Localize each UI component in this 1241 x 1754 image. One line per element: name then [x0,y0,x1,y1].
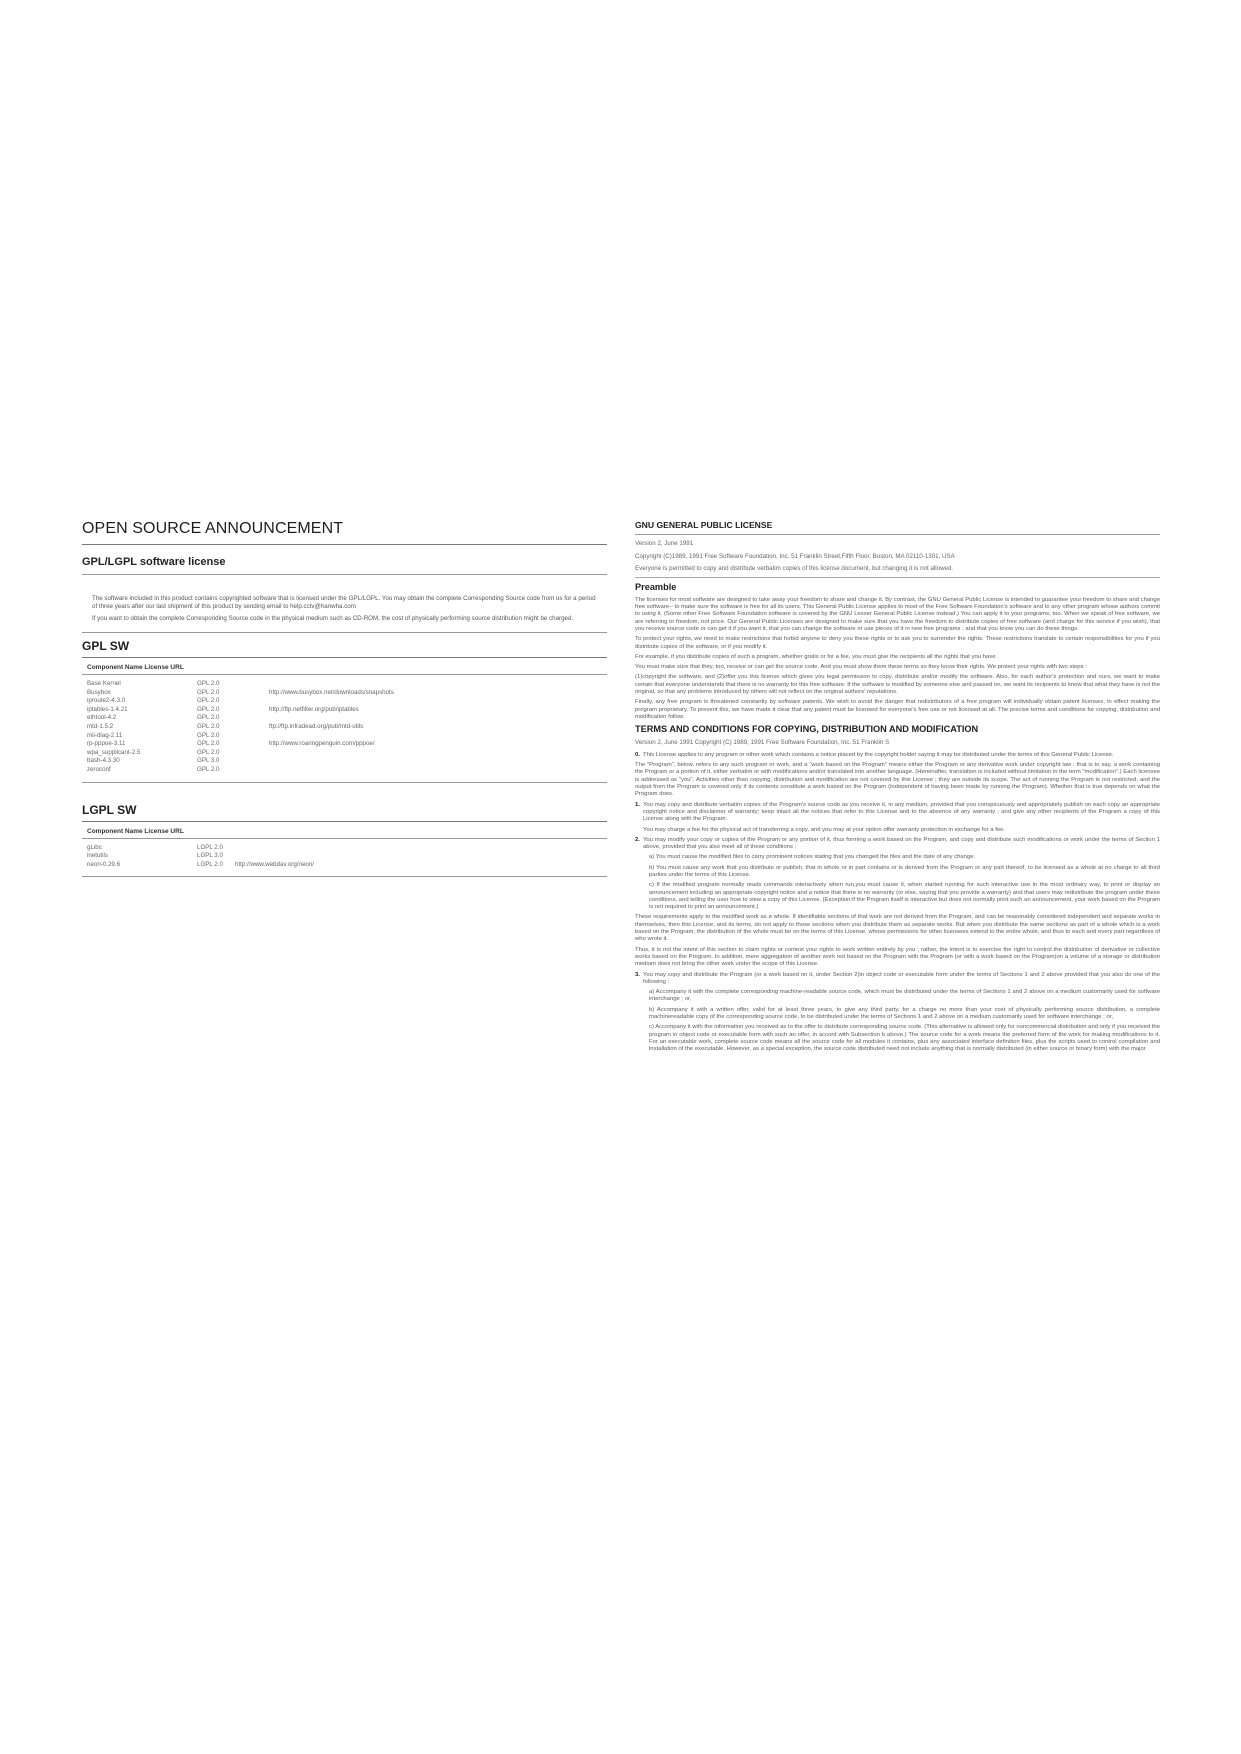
preamble-paragraph: You must make sure that they, too, receive or can get the source code. And you must show them these terms so they know their rights. We protect your rights with two steps : [635,664,1087,671]
license-copyright: Copyright (C)1989, 1991 Free Software Foundation, Inc. 51 Franklin Street,Fifth Floor, Boston, MA 02110-1301, USA [635,552,955,560]
requirements-paragraph: These requirements apply to the modified work as a whole. If identifiable sections of that work are not derived from the Program, and can be reasonably considered independent and separate works in themselves, then this License, and its terms, do not apply to those sections when you distribute them as separate works. But when you distribute the same sections as part of a whole which is a work based on the Program, the distribution of the whole must be on the terms of this License, whose permissions for other licensees extend to the entire whole, and thus to each and every part regardless of who wrote it. [635,914,1160,943]
license-name: GPL 3.0 [197,757,220,765]
table-row [87,749,607,758]
license-subtitle: GPL/LGPL software license [82,545,607,575]
clause-2-c: c) If the modified program normally reads commands interactively when run,you must cause it, when started running for such interactive use in the most ordinary way, to print or display an announcement including an appropriate copyright notice and a notice that there is no warranty (or else, saying that you provide a warranty) and that users may redistribute the program under these conditions, and telling the user how to view a copy of this License. (Exception:if the Program itself is interactive but does not normally print such an announcement, your work based on the Program is not required to print an announcement.) [649,882,1160,911]
lgpl-section-title: LGPL SW [82,803,607,822]
component-name: rp-pppoe-3.11 [87,740,126,748]
clause-text: You may copy and distribute the Program (or a work based on it, under Section 2)in object code or executable form under the terms of Sections 1 and 2 above provided that you also do one of the following : [643,971,1160,985]
clause-2 [635,837,1160,852]
terms-version: Version 2, June 1991 Copyright (C) 1989, 1991 Free Software Foundation, Inc. 51 Franklin S [635,739,890,747]
preamble-paragraph: For example, if you distribute copies of such a program, whether gratis or for a fee, you must give the recipients all the rights that you have. [635,653,998,660]
gpl-section-title: GPL SW [82,639,607,658]
divider [82,876,607,877]
preamble-paragraph: The licenses for most software are designed to take away your freedom to share and change it. By contrast, the GNU General Public License is intended to guarantee your freedom to share and change free software-- to make sure the software is free for all its users. This General Public License applies to most of the Free Software Foundation's software and to any other program whose authors commit to using it. (Some other Free Software Foundation software is covered by the GNU Lesser General Public License instead.) You can apply it to your programs, too. When we speak of free software, we are referring to freedom, not price. Our General Public Licenses are designed to make sure that you have the freedom to distribute copies of free software (and charge for this service if you wish), that you receive source code or can get it if you want it, that you can change the software or use pieces of it in new free programs ; and that you know you can do these things. [635,596,1160,632]
right-column [635,520,1160,1057]
preamble-paragraph: (1)copyright the software, and (2)offer you this license which gives you legal permission to copy, distribute and/or modify the software. Also, for each author's protection and ours, we want to make certain that everyone understands that there is no warranty for this free software. If the software is modified by someone else and passed on, we want its recipients to know that what they have is not the original, so that any problems introduced by others will not reflect on the original authors' reputations. [635,674,1160,696]
license-name: GPL 2.0 [197,688,220,696]
terms-title: TERMS AND CONDITIONS FOR COPYING, DISTRIBUTION AND MODIFICATION [635,724,979,735]
license-name: GPL 2.0 [197,697,220,705]
component-name: Base Kernel [87,680,121,687]
clause-1-fee: You may charge a fee for the physical act of transferring a copy, and you may at your option offer warranty protection in exchange for a fee. [643,826,1006,833]
license-name: GPL 2.0 [197,740,220,748]
license-name: GPL 2.0 [197,765,220,773]
license-name: LGPL 2.0 [197,860,223,868]
source-url: http://ftp.netfilter.org/pub/iptables [269,705,359,713]
table-row [87,732,607,741]
component-name: ethtool-4.2 [87,714,117,722]
divider [82,782,607,783]
notice-paragraph: The software included in this product contains copyrighted software that is licensed under the GPL/LGPL. You may obtain the complete Corresponding Source code from us for a period of three years after our last shipment of this product by sending email to help.cctv@hanwha.com [92,595,596,610]
table-row [87,714,607,723]
license-name: GPL 2.0 [197,748,220,756]
component-name: Busybox [87,688,111,696]
preamble-paragraph: To protect your rights, we need to make restrictions that forbid anyone to deny you these rights or to ask you to surrender the rights. These restrictions translate to certain responsibilities for you if you distribute copies of the software, or if you modify it. [635,636,1160,650]
preamble-paragraph: Finally, any free program is threatened constantly by software patents. We wish to avoid the danger that redistributors of a free program will individually obtain patent licenses, in effect making the program proprietary. To prevent this, we have made it clear that any patent must be licensed for everyone's free use or not licensed at all. The precise terms and conditions for copying, distribution and modification follow. [635,699,1160,720]
preamble-title: Preamble [635,581,677,592]
source-url: http://www.busybox.net/downloads/snapshots [269,688,394,696]
table-row [87,706,607,715]
source-url: http://www.roaringpenguin.com/pppoe/ [269,740,375,748]
license-name: GPL 2.0 [197,680,220,687]
clause-3-c: c) Accompany it with the information you received as to the offer to distribute corresponding source code. (This alternative is allowed only for noncommercial distribution and only if you received the program in object code or executable form with such an offer, in accord with Subsection b above.) The source code for a work means the preferred form of the work for making modifications to it. For an executable work, complete source code means all the source code for all modules it contains, plus any associated interface definition files, plus the scripts used to control compilation and installation of the executable. However, as a special exception, the source code distributed need not include anything that is normally distributed (in either source or binary form) with the major [649,1024,1160,1053]
table-row [87,861,607,870]
lgpl-table-header: Component Name License URL [82,822,607,839]
clause-number: 2. [635,836,640,843]
component-name: iproute2-4.3.0 [87,697,126,705]
clause-number: 0. [635,751,640,758]
source-code-notice [82,595,607,633]
program-definition: The "Program", below, refers to any such program or work, and a "work based on the Program" means either the Program or any derivative work under copyright law : that is to say, a work containing the Program or a portion of it, either verbatim or with modifications and/or translated into another language. (Hereinafter, translation is included without limitation in the term "modification".) Each licensee is addressed as "you". Activities other than copying, distribution and modification are not covered by this License ; they are outside its scope. The act of running the Program is not restricted, and the output from the Program is covered only if its contents constitute a work based on the Program (independent of having been made by running the Program). Whether that is true depends on what the Program does. [635,762,1160,798]
notice-paragraph: If you want to obtain the complete Corresponding Source code in the physical medium such as CD-ROM, the cost of physically performing source distribution might be charged. [92,615,574,622]
license-name: GPL 2.0 [197,705,220,713]
source-url: http://www.webdav.org/neon/ [235,860,314,868]
table-row [87,844,607,853]
left-column [82,520,607,877]
table-row [87,766,607,775]
table-row [87,697,607,706]
clause-number: 1. [635,801,640,808]
clause-2-a: a) You must cause the modified files to carry prominent notices stating that you changed the files and the date of any change. [649,854,976,861]
table-row [87,723,607,732]
component-name: wpa_supplicant-2.5 [87,748,141,756]
clause-1 [635,802,1160,824]
clause-3-a: a) Accompany it with the complete corresponding machine-readable source code, which must be distributed under the terms of Sections 1 and 2 above on a medium customarily used for software interchange ; or, [649,989,1160,1003]
clause-text: You may modify your copy or copies of the Program or any portion of it, thus forming a work based on the Program, and copy and distribute such modifications or work under the terms of Section 1 above, provided that you also meet all of these conditions : [643,836,1160,851]
clause-2-b: b) You must cause any work that you distribute or publish, that in whole or in part contains or is derived from the Program or any part thereof, to be licensed as a whole at no charge to all third parties under the terms of this License. [649,864,1160,878]
license-name: GPL 2.0 [197,714,220,722]
license-name: GPL 2.0 [197,731,220,739]
clause-0 [635,752,1160,759]
clause-3-b: b) Accompany it with a written offer, valid for at least three years, to give any third party, for a charge no more than your cost of physically performing source distribution, a complete machinereadable copy of the corresponding source code, to be distributed under the terms of Sections 1 and 2 above on a medium customarily used for software interchange ; or, [649,1006,1160,1021]
component-name: mii-diag-2.11 [87,731,123,739]
license-version: Version 2, June 1991 [635,540,694,547]
source-url: ftp://ftp.infradead.org/pub/mtd-utils [269,722,364,730]
component-name: bash-4.3.30 [87,757,120,765]
table-row [87,689,607,698]
table-row [87,680,607,689]
license-permission-note: Everyone is permitted to copy and distribute verbatim copies of this license document, but changing it is not allowed. [635,565,1160,578]
license-name: LGPL 3.0 [197,852,223,860]
lgpl-component-table [82,839,607,873]
component-name: mtd-1.5.2 [87,722,114,730]
component-name: gLibc [87,843,102,851]
clause-3 [635,972,1160,987]
clause-text: You may copy and distribute verbatim copies of the Program's source code as you receive it, in any medium, provided that you conspicuously and appropriately publish on each copy an appropriate copyright notice and disclaimer of warranty; keep intact all the notices that refer to this License and to the absence of any warranty ; and give any other recipients of the Program a copy of this License along with the Program. [643,801,1160,823]
component-name: iptables-1.4.21 [87,705,128,713]
license-name: GPL 2.0 [197,722,220,730]
table-row [87,852,607,861]
gpl-component-table [82,675,607,778]
table-row [87,740,607,749]
component-name: inetutils [87,852,108,860]
license-name: LGPL 2.0 [197,843,223,851]
component-name: zeroconf [87,765,111,773]
clause-text: This License applies to any program or other work which contains a notice placed by the copyright holder saying it may be distributed under the terms of this General Public License. [643,751,1114,758]
gpl-license-title: GNU GENERAL PUBLIC LICENSE [635,520,1160,535]
gpl-table-header: Component Name License URL [82,658,607,675]
table-row [87,757,607,766]
page-title: OPEN SOURCE ANNOUNCEMENT [82,520,607,545]
intent-paragraph: Thus, it is not the intent of this section to claim rights or contest your rights to work written entirely by you ; rather, the intent is to exercise the right to control the distribution of derivative or collective works based on the Program. In addition, mere aggregation of another work not based on the Program with the Program (or with a work based on the Program)on a volume of a storage or distribution medium does not bring the other work under the scope of this License. [635,946,1160,968]
clause-number: 3. [635,971,640,978]
component-name: neon-0.29.6 [87,860,121,868]
